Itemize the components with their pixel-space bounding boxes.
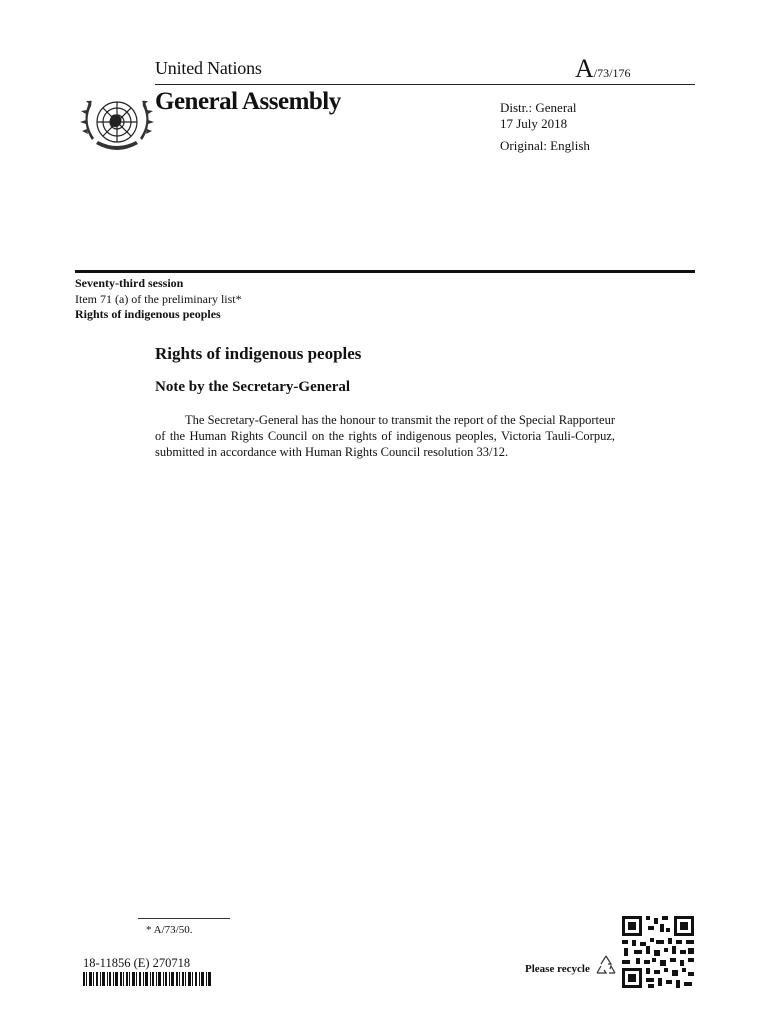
recycle-icon — [593, 953, 619, 979]
session-rule — [75, 270, 695, 273]
footnote: * A/73/50. — [146, 924, 193, 936]
document-number: 18-11856 (E) 270718 — [83, 956, 191, 970]
agenda-item: Item 71 (a) of the preliminary list* — [75, 291, 242, 306]
session-name: Seventy-third session — [75, 276, 184, 290]
distribution-block — [500, 100, 590, 154]
un-emblem-icon — [78, 90, 156, 158]
distribution-date: 17 July 2018 — [500, 116, 568, 131]
header-rule — [155, 84, 695, 85]
symbol-prefix: A — [575, 54, 594, 83]
document-subtitle: Note by the Secretary-General — [155, 379, 351, 395]
footnote-rule — [138, 918, 230, 919]
session-block — [75, 276, 242, 323]
agenda-topic: Rights of indigenous peoples — [75, 307, 221, 321]
document-title: Rights of indigenous peoples — [155, 344, 362, 363]
distribution-type: Distr.: General — [500, 100, 577, 115]
original-language: Original: English — [500, 138, 590, 153]
barcode-icon — [83, 972, 211, 986]
recycle-label: Please recycle — [525, 963, 590, 975]
document-symbol — [575, 54, 630, 84]
symbol-number: /73/176 — [593, 66, 631, 80]
qr-code-icon — [622, 916, 694, 988]
organization-name: United Nations — [155, 58, 262, 78]
body-paragraph: The Secretary-General has the honour to transmit the report of the Special Rapporteur of the Human Rights Council on the rights of indigenous peoples, Victoria Tauli-Corpuz, submitted in accordance with Human Rights Council resolution 33/12. — [155, 413, 615, 459]
body-name: General Assembly — [155, 88, 341, 115]
